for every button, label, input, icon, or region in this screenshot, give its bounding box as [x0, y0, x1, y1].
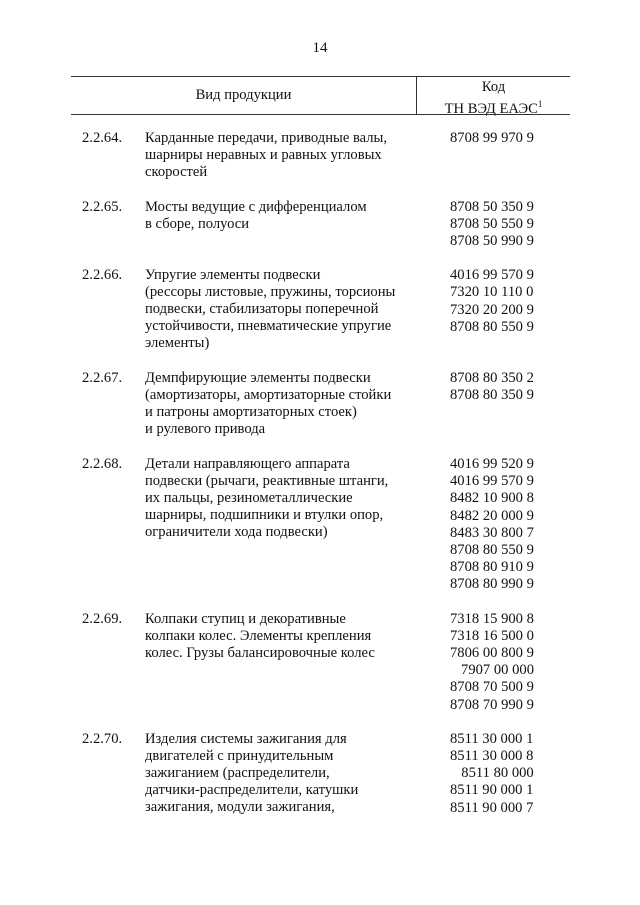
tnved-code: 8511 30 000 8	[450, 748, 534, 764]
tnved-code: 7318 15 900 8	[450, 610, 534, 627]
tnved-code: 7907 00 000	[461, 662, 534, 679]
description-line: зажиганием (распределители,	[145, 764, 330, 781]
tnved-code: 8708 80 350 2	[450, 370, 534, 387]
tnved-code: 8708 50 990 9	[450, 233, 534, 249]
row-number: 2.2.65.	[82, 198, 123, 215]
description-line: датчики-распределители, катушки	[145, 781, 359, 798]
description-line: Мосты ведущие с дифференциалом	[145, 198, 367, 215]
product-description	[145, 370, 410, 438]
tnved-codes	[450, 370, 545, 404]
tnved-codes	[450, 130, 545, 147]
tnved-code: 4016 99 570 9	[450, 267, 534, 284]
description-line: Колпаки ступиц и декоративные	[145, 610, 346, 627]
tnved-code: 4016 99 570 9	[450, 473, 534, 490]
description-line: Детали направляющего аппарата	[145, 456, 350, 472]
tnved-code: 8708 50 350 9	[450, 198, 534, 215]
page-number: 14	[312, 40, 328, 56]
description-line: Упругие элементы подвески	[145, 267, 321, 284]
code-header-line1: Код	[481, 79, 506, 95]
row-number: 2.2.66.	[82, 267, 123, 284]
tnved-code: 8708 80 910 9	[450, 559, 534, 576]
description-line: ограничители хода подвески)	[145, 524, 328, 540]
description-line: двигателей с принудительным	[145, 747, 334, 764]
tnved-code: 8708 70 500 9	[450, 679, 534, 696]
footnote-marker: 1	[537, 99, 543, 109]
description-line: колес. Грузы балансировочные колес	[145, 644, 375, 661]
product-column-header: Вид продукции	[195, 87, 292, 103]
description-line: зажигания, модули зажигания,	[145, 798, 335, 815]
tnved-codes	[450, 456, 545, 594]
table-header	[71, 76, 570, 115]
description-line: и патроны амортизаторных стоек)	[145, 404, 357, 421]
tnved-code: 8511 80 000	[461, 765, 534, 782]
tnved-code: 8511 90 000 7	[450, 799, 534, 816]
row-number: 2.2.64.	[82, 130, 123, 146]
tnved-code: 4016 99 520 9	[450, 456, 534, 472]
tnved-code: 8708 80 550 9	[450, 318, 534, 335]
description-line: подвески (рычаги, реактивные штанги,	[145, 473, 389, 489]
code-header-line2	[417, 96, 570, 118]
row-number: 2.2.68.	[82, 456, 123, 472]
description-line: (рессоры листовые, пружины, торсионы	[145, 284, 396, 301]
code-column-header	[417, 79, 570, 118]
product-description	[145, 456, 410, 541]
description-line: шарниры, подшипники и втулки опор,	[145, 507, 384, 523]
description-line: Изделия системы зажигания для	[145, 730, 347, 747]
row-number: 2.2.67.	[82, 370, 123, 387]
tnved-code: 7806 00 800 9	[450, 645, 534, 661]
tnved-code: 8708 80 550 9	[450, 542, 534, 559]
tnved-code: 7318 16 500 0	[450, 627, 534, 644]
tnved-code: 8708 80 350 9	[450, 387, 534, 404]
description-line: элементы)	[145, 335, 210, 352]
product-description	[145, 130, 410, 181]
tnved-code: 8708 70 990 9	[450, 696, 534, 713]
product-description	[145, 611, 410, 662]
tnved-code: 8482 10 900 8	[450, 490, 534, 507]
description-line: (амортизаторы, амортизаторные стойки	[145, 387, 392, 404]
row-number: 2.2.70.	[82, 730, 123, 747]
description-line: их пальцы, резинометаллические	[145, 490, 353, 506]
tnved-codes	[450, 199, 545, 251]
description-line: Карданные передачи, приводные валы,	[145, 130, 388, 146]
description-line: в сборе, полуоси	[145, 215, 250, 232]
tnved-code: 8708 99 970 9	[450, 130, 534, 146]
description-line: скоростей	[145, 164, 208, 180]
description-line: подвески, стабилизаторы поперечной	[145, 301, 379, 318]
product-description	[145, 731, 410, 816]
tnved-code: 7320 10 110 0	[450, 284, 534, 301]
tnved-codes	[450, 731, 545, 817]
description-line: и рулевого привода	[145, 421, 266, 438]
tnved-code: 8483 30 800 7	[450, 524, 534, 541]
code-header-text: ТН ВЭД ЕАЭС	[444, 101, 538, 117]
tnved-code: 8482 20 000 9	[450, 507, 534, 524]
product-description	[145, 199, 410, 233]
row-number: 2.2.69.	[82, 610, 123, 627]
tnved-code: 8511 30 000 1	[450, 730, 534, 747]
description-line: устойчивости, пневматические упругие	[145, 318, 392, 335]
tnved-code: 7320 20 200 9	[450, 301, 534, 318]
description-line: колпаки колес. Элементы крепления	[145, 627, 372, 644]
tnved-code: 8708 50 550 9	[450, 215, 534, 232]
tnved-code: 8511 90 000 1	[450, 782, 534, 799]
description-line: Демпфирующие элементы подвески	[145, 370, 371, 387]
tnved-code: 8708 80 990 9	[450, 576, 534, 593]
tnved-codes	[450, 611, 545, 714]
tnved-codes	[450, 267, 545, 336]
description-line: шарниры неравных и равных угловых	[145, 147, 382, 163]
product-description	[145, 267, 410, 352]
